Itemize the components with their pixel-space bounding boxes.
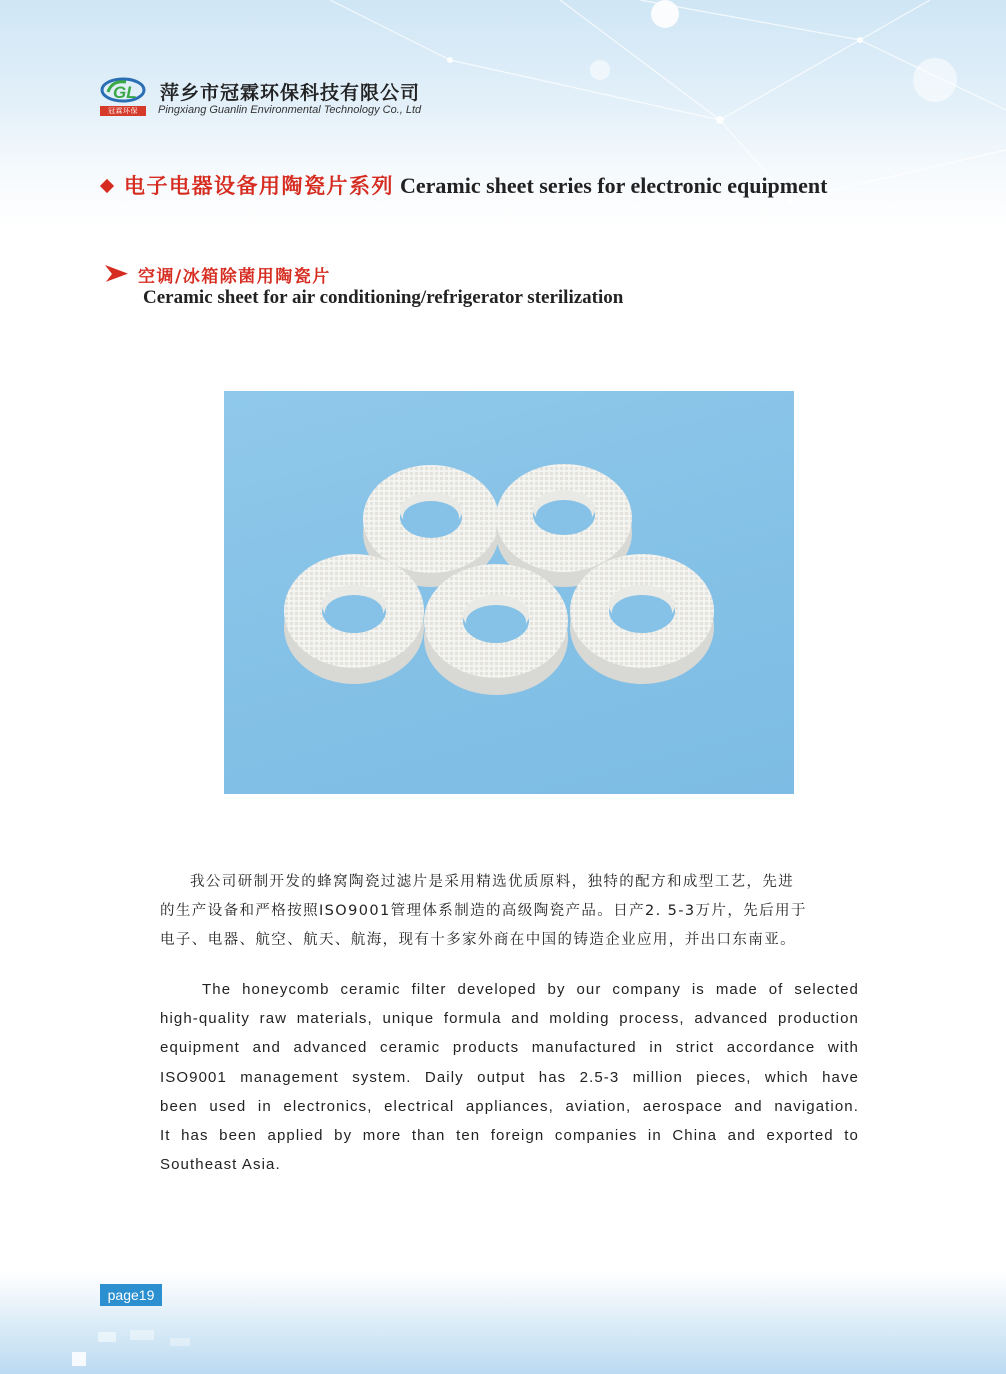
ceramic-rings-image — [224, 391, 794, 794]
description-cn-line: 我公司研制开发的蜂窝陶瓷过滤片是采用精选优质原料，独特的配方和成型工艺，先进 — [190, 874, 795, 890]
decor-square — [98, 1332, 116, 1342]
description-cn-line: 电子、电器、航空、航天、航海，现有十多家外商在中国的铸造企业应用，并出口东南亚。 — [160, 932, 796, 948]
logo-text: GL — [113, 83, 137, 102]
company-name-cn: 萍乡市冠霖环保科技有限公司 — [160, 82, 421, 104]
arrow-icon — [104, 264, 130, 284]
description-en — [160, 975, 859, 1179]
decor-square — [170, 1338, 190, 1346]
series-title-en: Ceramic sheet series for electronic equipment — [400, 173, 828, 198]
description-en-line: equipment and advanced ceramic products manufactured in strict accordance with — [160, 1039, 859, 1057]
description-en-line: It has been applied by more than ten foreign companies in China and exported to — [160, 1127, 859, 1145]
description-en-line: The honeycomb ceramic filter developed by our company is made of selected — [202, 981, 859, 998]
decor-square — [72, 1352, 86, 1366]
description-en-line: high-quality raw materials, unique formula and molding process, advanced production — [160, 1010, 859, 1028]
ceramic-ring — [284, 554, 424, 684]
description-cn — [160, 868, 860, 955]
decor-square — [130, 1330, 154, 1340]
company-name-en: Pingxiang Guanlin Environmental Technology Co., Ltd — [158, 104, 422, 116]
section-title-cn: 空调/冰箱除菌用陶瓷片 — [138, 267, 331, 287]
series-title-cn: 电子电器设备用陶瓷片系列 — [124, 174, 394, 198]
product-photo — [224, 391, 794, 794]
description-cn-line: 的生产设备和严格按照ISO9001管理体系制造的高级陶瓷产品。日产2. 5-3万片，先后用于 — [160, 903, 807, 919]
description-en-line: ISO9001 management system. Daily output has 2.5-3 million pieces, which have — [160, 1068, 859, 1086]
series-heading — [102, 170, 827, 200]
description-en-line: been used in electronics, electrical appliances, aviation, aerospace and navigation. — [160, 1097, 859, 1115]
ceramic-ring — [570, 554, 714, 684]
diamond-icon — [100, 178, 114, 192]
logo-subtitle: 冠霖环保 — [100, 106, 146, 116]
description-en-line: Southeast Asia. — [160, 1156, 281, 1174]
section-title-en: Ceramic sheet for air conditioning/refrigerator sterilization — [143, 287, 624, 308]
page-number-badge: page19 — [100, 1284, 162, 1306]
ceramic-ring — [424, 564, 568, 695]
